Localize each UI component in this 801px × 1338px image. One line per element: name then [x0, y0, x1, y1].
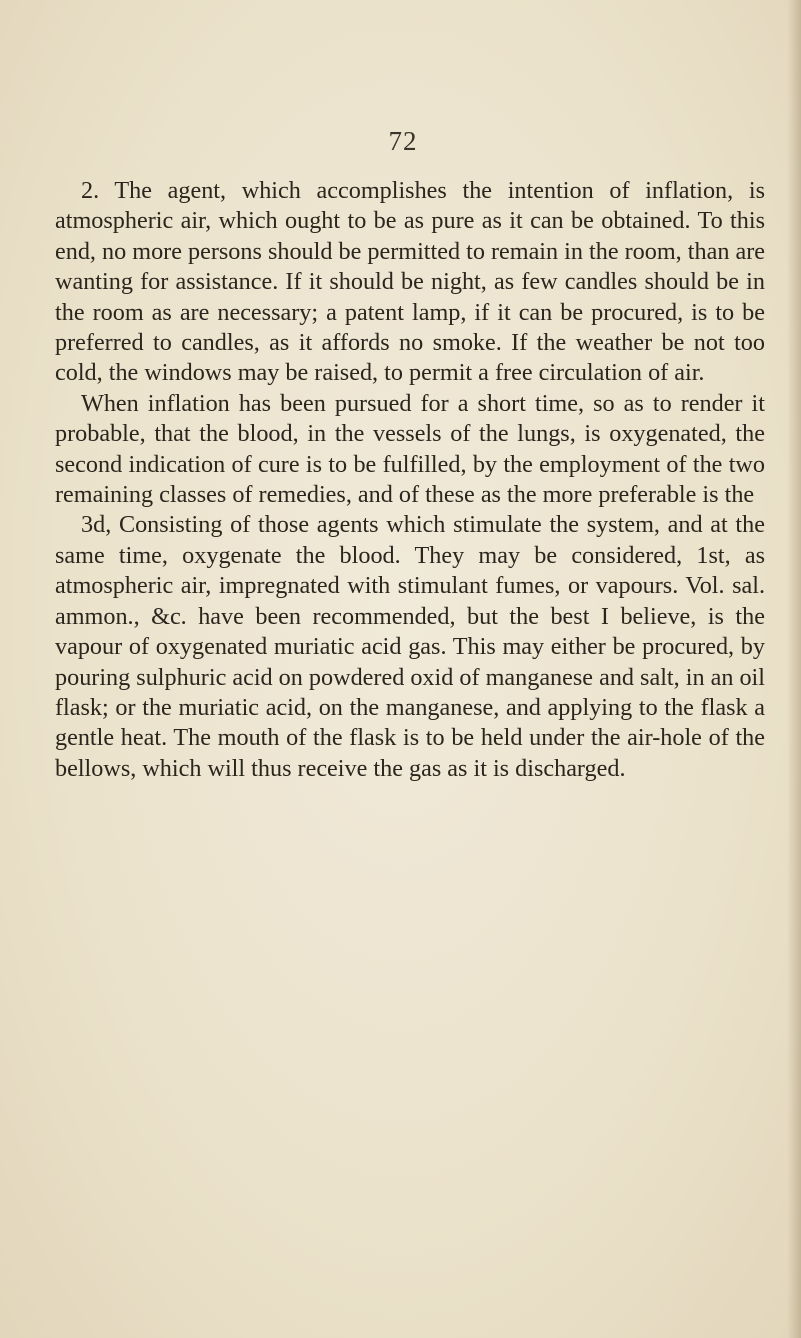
body-text [55, 176, 765, 784]
paragraph-second-indication: When inflation has been pursued for a short time, so as to render it probable, that the blood, in the vessels of the lungs, is oxygenated, the second indication of cure is to be fulfilled, by the employment of the two remaining classes of remedies, and of these as the more preferable is the [55, 389, 765, 509]
paragraph-stimulating-agents: 3d, Consisting of those agents which stimulate the system, and at the same time, oxygenate the blood. They may be considered, 1st, as atmospheric air, impregnated with stimulant fumes, or vapours. Vol. sal. ammon., &c. have been recommended, but the best I believe, is the vapour of oxygenated muriatic acid gas. This may either be procured, by pouring sulphuric acid on powdered oxid of manganese and salt, in an oil flask; or the muriatic acid, on the manganese, and applying to the flask a gentle heat. The mouth of the flask is to be held under the air-hole of the bellows, which will thus receive the gas as it is discharged. [55, 511, 765, 782]
paragraph-inflation-agent: 2. The agent, which accomplishes the intention of inflation, is atmospheric air, which ought to be as pure as it can be obtained. To this end, no more persons should be permitted to remain in the room, than are wanting for assistance. If it should be night, as few candles should be in the room as are necessary; a patent lamp, if it can be procured, is to be preferred to candles, as it affords no smoke. If the weather be not too cold, the windows may be raised, to permit a free circulation of air. [55, 177, 765, 387]
page-number: 72 [388, 126, 418, 156]
page-edge-shadow [787, 0, 801, 1338]
